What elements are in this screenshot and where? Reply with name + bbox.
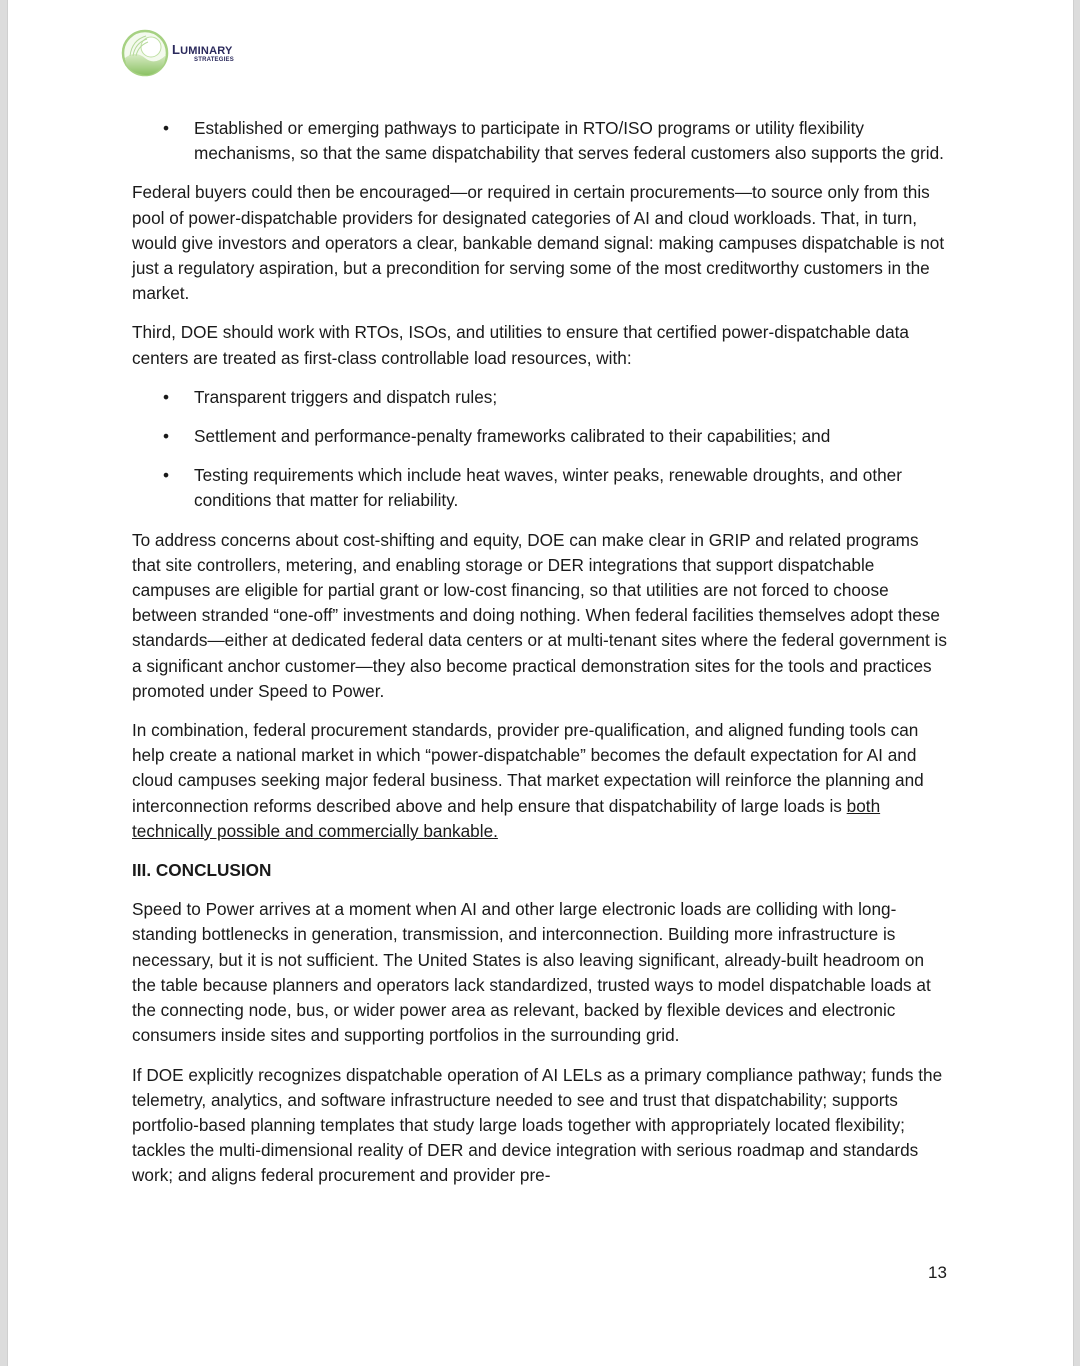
section-heading-conclusion: III. CONCLUSION (132, 860, 272, 881)
list-item: • Settlement and performance-penalty frameworks calibrated to their capabilities; and (132, 424, 947, 449)
bullet-icon: • (163, 118, 170, 138)
bullet-icon: • (163, 426, 170, 447)
page-edge-left (0, 0, 8, 1366)
paragraph-speed-to-power: Speed to Power arrives at a moment when AI and other large electronic loads are colliding with long-standing bottlenecks in generation, transmission, and interconnection. Building more infrastructure is necessary, but it is not sufficient. The United States is also leaving significant, already-built headroom on the table because planners and operators lack standardized, trusted ways to model dispatchable loads at the connecting node, bus, or wider power area as relevant, backed by flexible devices and electronic consumers inside sites and supporting portfolios in the surrounding grid. (132, 899, 931, 1046)
list-item: • Transparent triggers and dispatch rules; (132, 385, 947, 410)
list-item: • Testing requirements which include heat waves, winter peaks, renewable droughts, and other conditions that matter for reliability. (163, 465, 902, 511)
bullet-list-top (132, 116, 947, 166)
bullet-icon: • (163, 386, 170, 407)
logo-subtitle: STRATEGIES (194, 57, 234, 63)
company-logo (120, 28, 234, 78)
luminary-circle-logo-icon (120, 28, 170, 78)
page-edge-right (1073, 0, 1080, 1366)
paragraph-if-doe: If DOE explicitly recognizes dispatchable operation of AI LELs as a primary compliance pathway; funds the telemetry, analytics, and software infrastructure needed to see and trust that dispatchability; supports portfolio-based planning templates that study large loads together with appropriately located flexibility; tackles the multi-dimensional reality of DER and device integration with serious roadmap and standards work; and aligns federal procurement and provider pre- (132, 1064, 943, 1186)
paragraph-third-doe: Third, DOE should work with RTOs, ISOs, and utilities to ensure that certified power-dispatchable data centers are treated as first-class controllable load resources, with: (132, 322, 909, 368)
list-item: • Established or emerging pathways to participate in RTO/ISO programs or utility flexibility mechanisms, so that the same dispatchability that serves federal customers also supports the grid. (163, 118, 944, 164)
underlined-phrase: both technically possible and commercially bankable. (132, 795, 881, 841)
document-body (132, 116, 947, 1203)
paragraph-cost-shifting: To address concerns about cost-shifting and equity, DOE can make clear in GRIP and related programs that site controllers, metering, and enabling storage or DER integrations that support dispatchable campuses are eligible for partial grant or low-cost financing, so that utilities are not forced to choose between stranded “one-off” investments and doing nothing. When federal facilities themselves adopt these standards—either at dedicated federal data centers or at multi-tenant sites where the federal government is a significant anchor customer—they also become practical demonstration sites for the tools and practices promoted under Speed to Power. (132, 529, 947, 701)
paragraph-in-combination: In combination, federal procurement standards, provider pre-qualification, and aligned funding tools can help create a national market in which “power-dispatchable” becomes the default expectation for AI and cloud campuses seeking major federal business. That market expectation will reinforce the planning and interconnection reforms described above and help ensure that dispatchability of large loads is both technically possible and commercially bankable. (132, 720, 924, 841)
paragraph-federal-buyers: Federal buyers could then be encouraged—or required in certain procurements—to source only from this pool of power-dispatchable providers for designated categories of AI and cloud workloads. That, in turn, would give investors and operators a clear, bankable demand signal: making campuses dispatchable is not just a regulatory aspiration, but a precondition for serving some of the most creditworthy customers in the market. (132, 182, 945, 304)
bullet-list-mid (132, 385, 947, 514)
bullet-icon: • (163, 465, 170, 486)
logo-name: LUMINARY (172, 42, 233, 57)
page-number: 13 (928, 1263, 947, 1282)
